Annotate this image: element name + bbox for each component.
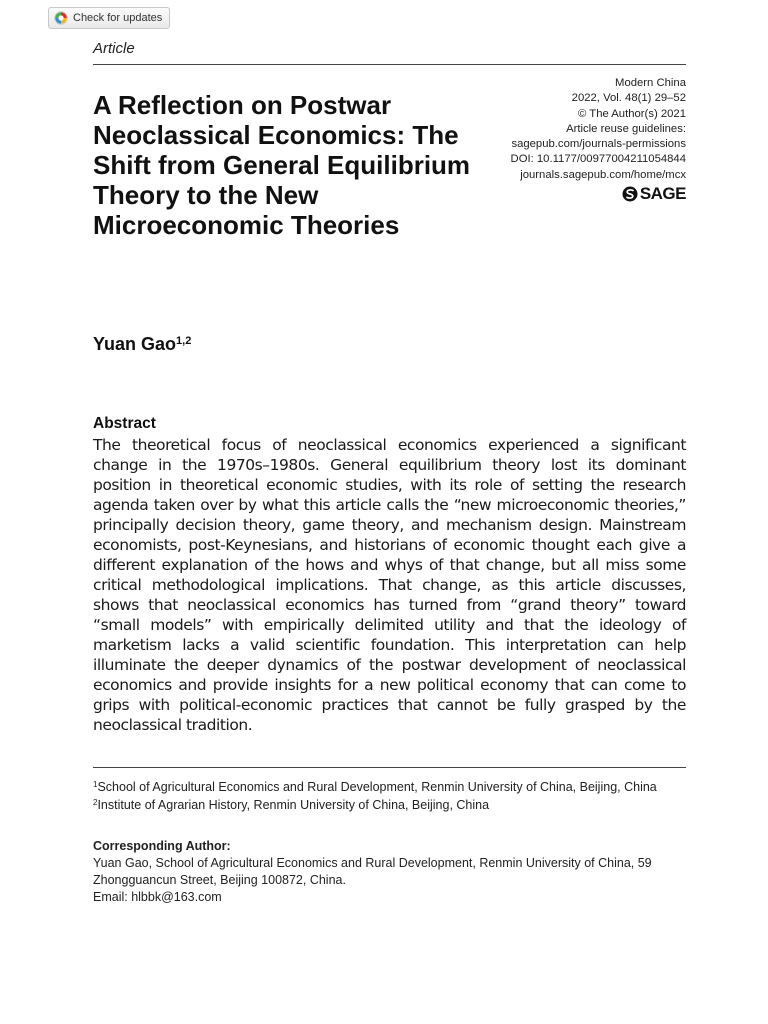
header-divider [93,64,686,65]
doi-link[interactable]: DOI: 10.1177/00977004211054844 [510,153,686,166]
affiliation-mark: 2 [93,798,98,807]
journal-homepage-link[interactable]: journals.sagepub.com/home/mcx [520,168,686,181]
author-affiliation-marks: 1,2 [176,335,192,347]
affiliation-1 [93,777,683,795]
corresponding-author-address: Yuan Gao, School of Agricultural Economics and Rural Development, Renmin University of China, 59 Zhongguancun Street, Beijing 100872, China. [93,856,652,887]
affiliation-text: Institute of Agrarian History, Renmin University of China, Beijing, China [97,798,490,812]
copyright-line: © The Author(s) 2021 [578,107,686,120]
abstract-text: The theoretical focus of neoclassical economics experienced a significant change in the 1970s–1980s. General equilibrium theory lost its dominant position in theoretical economic studies, with its role of setting the research agenda taken over by what this article calls the “new microeconomic theories,” principally decision theory, game theory, and mechanism design. Mainstream economists, post-Keynesians, and historians of economic thought each give a different explanation of the hows and whys of that change, but all miss some critical methodological implications. That change, as this article discusses, shows that neoclassical economics has turned from “grand theory” toward “small models” with empirically delimited utility and that the ideology of marketism lacks a valid scientific foundation. This interpretation can help illuminate the deeper dynamics of the postwar development of neoclassical economics and provide insights for a new political economy that can come to grips with political-economic practices that cannot be fully grasped by the neoclassical tradition. [93,436,686,734]
crossmark-icon [54,11,68,25]
affiliations [93,777,683,813]
affiliation-2 [93,795,683,813]
sage-logo [622,186,686,202]
journal-metadata [456,76,686,207]
sage-logo-text: SAGE [639,184,686,204]
author-name: Yuan Gao [93,334,177,354]
affiliation-text: School of Agricultural Economics and Rural Development, Renmin University of China, Beijing, China [97,780,657,794]
sage-logo-icon [622,186,638,202]
abstract-heading: Abstract [93,415,156,432]
corresponding-author [93,838,683,906]
affiliation-mark: 1 [93,780,98,789]
journal-volume: 2022, Vol. 48(1) 29–52 [571,92,686,105]
corresponding-author-heading: Corresponding Author: [93,839,231,853]
check-for-updates-button[interactable] [48,7,170,29]
check-for-updates-label: Check for updates [73,12,163,24]
footnote-divider [93,767,686,768]
corresponding-author-email[interactable]: Email: hlbbk@163.com [93,890,222,904]
reuse-guidelines-label: Article reuse guidelines: [566,122,686,135]
reuse-guidelines-link[interactable]: sagepub.com/journals-permissions [511,138,686,151]
article-title: A Reflection on Postwar Neoclassical Economics: The Shift from General Equilibrium Theory to the New Microeconomic Theories [93,90,471,240]
author-line [93,334,191,355]
journal-name: Modern China [615,77,686,89]
article-type: Article [93,40,135,57]
